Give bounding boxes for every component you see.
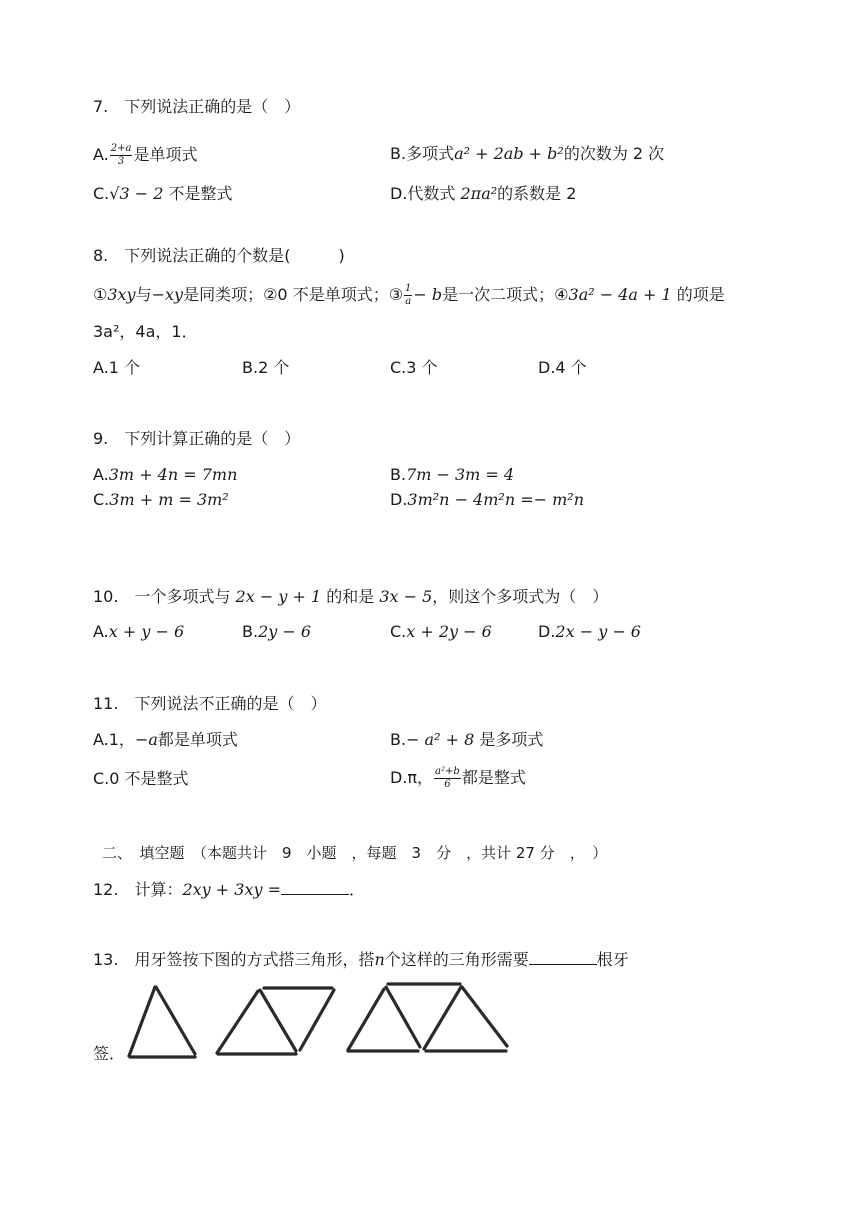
q8-option-d: D.4 个 — [538, 358, 587, 377]
q9-stem: 9. 下列计算正确的是（ ） — [93, 429, 301, 448]
toothpick — [386, 987, 420, 1047]
toothpick — [129, 987, 155, 1056]
q8-statements-line2: 3a²，4a，1． — [93, 322, 198, 341]
q7-stem: 7. 下列说法正确的是（ ） — [93, 97, 301, 116]
fraction: $\frac{\text{a²+b}}{6}$ — [435, 766, 460, 790]
q10-option-d: D.2x − y − 6 — [538, 622, 641, 641]
q8-option-c: C.3 个 — [390, 358, 438, 377]
q10-option-b: B.2y − 6 — [242, 622, 312, 641]
fraction: $\frac{1}{a}$ — [405, 283, 412, 307]
toothpick — [300, 990, 334, 1050]
q12-stem: 12. 计算：2xy + 3xy = ． — [93, 880, 366, 899]
q9-option-d: D.3m²n − 4m²n =− m²n — [390, 490, 584, 509]
q8-option-a: A.1 个 — [93, 358, 141, 377]
q10-stem: 10. 一个多项式与 2x − y + 1 的和是 3x − 5，则这个多项式为（ ） — [93, 587, 609, 606]
q13-stem-line2: 签． — [93, 1044, 126, 1063]
q7-option-d: D.代数式 2πa²的系数是 2 — [390, 184, 577, 203]
q9-option-c: C.3m + m = 3m² — [93, 490, 229, 509]
toothpick — [424, 987, 461, 1049]
q7-option-a: A. $\frac{2+a}{3}$ 是单项式 — [93, 143, 198, 167]
q11-option-c: C.0 不是整式 — [93, 769, 189, 788]
section-heading: 二、 填空题 （本题共计 9 小题 ，每题 3 分 ，共计 27 分 ， ） — [102, 844, 608, 862]
q10-option-c: C.x + 2y − 6 — [390, 622, 492, 641]
q13-stem: 13. 用牙签按下图的方式搭三角形，搭n个这样的三角形需要 根牙 — [93, 950, 629, 969]
q7-option-c: C.√3 − 2 不是整式 — [93, 184, 233, 203]
toothpick — [260, 990, 296, 1051]
q9-option-b: B.7m − 3m = 4 — [390, 465, 515, 484]
q11-stem: 11. 下列说法不正确的是（ ） — [93, 694, 327, 713]
toothpick — [462, 987, 507, 1046]
q10-option-a: A.x + y − 6 — [93, 622, 185, 641]
q9-option-a: A.3m + 4n = 7mn — [93, 465, 238, 484]
toothpick — [348, 989, 384, 1050]
q8-stem: 8. 下列说法正确的个数是( ) — [93, 246, 345, 265]
q8-option-b: B.2 个 — [242, 358, 290, 377]
fraction: $\frac{2+a}{3}$ — [110, 143, 132, 167]
q7-option-b: B.多项式a² + 2ab + b²的次数为 2 次 — [390, 144, 665, 163]
q11-option-d: D.π， $\frac{\text{a²+b}}{6}$ 都是整式 — [390, 766, 526, 790]
q8-statements: ①3xy与−xy是同类项；②0 不是单项式；③ $\frac{1}{a}$ − b是一次二项式；④3a² − 4a + 1 的项是 — [93, 283, 725, 307]
q11-option-b: B.− a² + 8 是多项式 — [390, 730, 544, 749]
toothpick — [217, 991, 258, 1053]
toothpick — [156, 987, 195, 1054]
q11-option-a: A.1，−a都是单项式 — [93, 730, 238, 749]
